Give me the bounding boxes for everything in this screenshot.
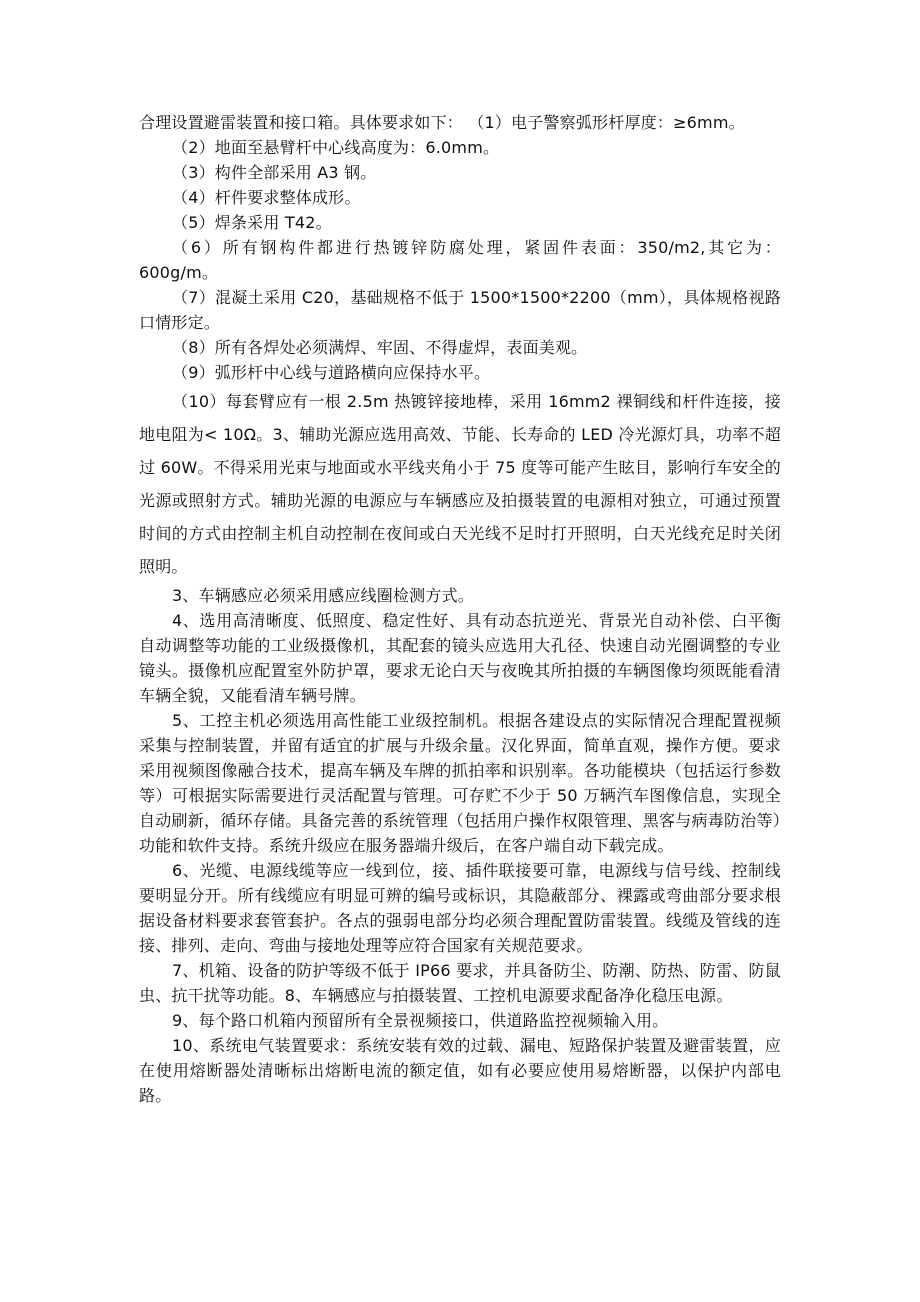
paragraph-item-2: （2）地面至悬臂杆中心线高度为：6.0mm。 — [172, 138, 500, 157]
paragraph-item-6: （6）所有钢构件都进行热镀锌防腐处理，紧固件表面：350/m2,其它为：600g/m。 — [139, 238, 781, 282]
paragraph-section-10: 10、系统电气装置要求：系统安装有效的过载、漏电、短路保护装置及避雷装置，应在使用熔断器处清晰标出熔断电流的额定值，如有必要应使用易熔断器，以保护内部电路。 — [139, 1036, 781, 1105]
paragraph-item-3: （3）构件全部采用 A3 钢。 — [172, 163, 377, 182]
paragraph-section-4: 4、选用高清晰度、低照度、稳定性好、具有动态抗逆光、背景光自动补偿、白平衡自动调整等功能的工业级摄像机，其配套的镜头应选用大孔径、快速自动光圈调整的专业镜头。摄像机应配置室外防护罩，要求无论白天与夜晚其所拍摄的车辆图像均须既能看清车辆全貌，又能看清车辆号牌。 — [139, 611, 781, 705]
paragraph-intro: 合理设置避雷装置和接口箱。具体要求如下： （1）电子警察弧形杆厚度：≥6mm。 — [139, 113, 745, 132]
paragraph-section-7: 7、机箱、设备的防护等级不低于 IP66 要求，并具备防尘、防潮、防热、防雷、防鼠虫、抗干扰等功能。8、车辆感应与拍摄装置、工控机电源要求配备净化稳压电源。 — [139, 961, 781, 1005]
paragraph-item-5: （5）焊条采用 T42。 — [172, 213, 332, 232]
paragraph-item-7: （7）混凝土采用 C20，基础规格不低于 1500*1500*2200（mm），具体规格视路口情形定。 — [139, 288, 781, 332]
paragraph-item-4: （4）杆件要求整体成形。 — [172, 188, 361, 207]
document-body — [139, 110, 781, 1108]
paragraph-section-3: 3、车辆感应必须采用感应线圈检测方式。 — [172, 586, 474, 605]
paragraph-item-9: （9）弧形杆中心线与道路横向应保持水平。 — [172, 363, 491, 382]
paragraph-item-8: （8）所有各焊处必须满焊、牢固、不得虚焊，表面美观。 — [172, 338, 588, 357]
paragraph-section-5: 5、工控主机必须选用高性能工业级控制机。根据各建设点的实际情况合理配置视频采集与控制装置，并留有适宜的扩展与升级余量。汉化界面，简单直观，操作方便。要求采用视频图像融合技术，提高车辆及车牌的抓拍率和识别率。各功能模块（包括运行参数等）可根据实际需要进行灵活配置与管理。可存贮不少于 50 万辆汽车图像信息，实现全自动刷新，循环存储。具备完善的系统管理（包括用户操作权限管理、黑客与病毒防治等）功能和软件支持。系统升级应在服务器端升级后，在客户端自动下载完成。 — [139, 711, 781, 855]
paragraph-section-9: 9、每个路口机箱内预留所有全景视频接口，供道路监控视频输入用。 — [172, 1011, 669, 1030]
paragraph-item-10: （10）每套臂应有一根 2.5m 热镀锌接地棒，采用 16mm2 裸铜线和杆件连接，接地电阻为< 10Ω。3、辅助光源应选用高效、节能、长寿命的 LED 冷光源灯具，功率不超过 60W。不得采用光束与地面或水平线夹角小于 75 度等可能产生眩目，影响行车安全的光源或照射方式。辅助光源的电源应与车辆感应及拍摄装置的电源相对独立，可通过预置时间的方式由控制主机自动控制在夜间或白天光线不足时打开照明，白天光线充足时关闭照明。 — [139, 392, 781, 576]
paragraph-section-6: 6、光缆、电源线缆等应一线到位，接、插件联接要可靠，电源线与信号线、控制线要明显分开。所有线缆应有明显可辨的编号或标识，其隐蔽部分、裸露或弯曲部分要求根据设备材料要求套管套护。各点的强弱电部分均必须合理配置防雷装置。线缆及管线的连接、排列、走向、弯曲与接地处理等应符合国家有关规范要求。 — [139, 861, 781, 955]
